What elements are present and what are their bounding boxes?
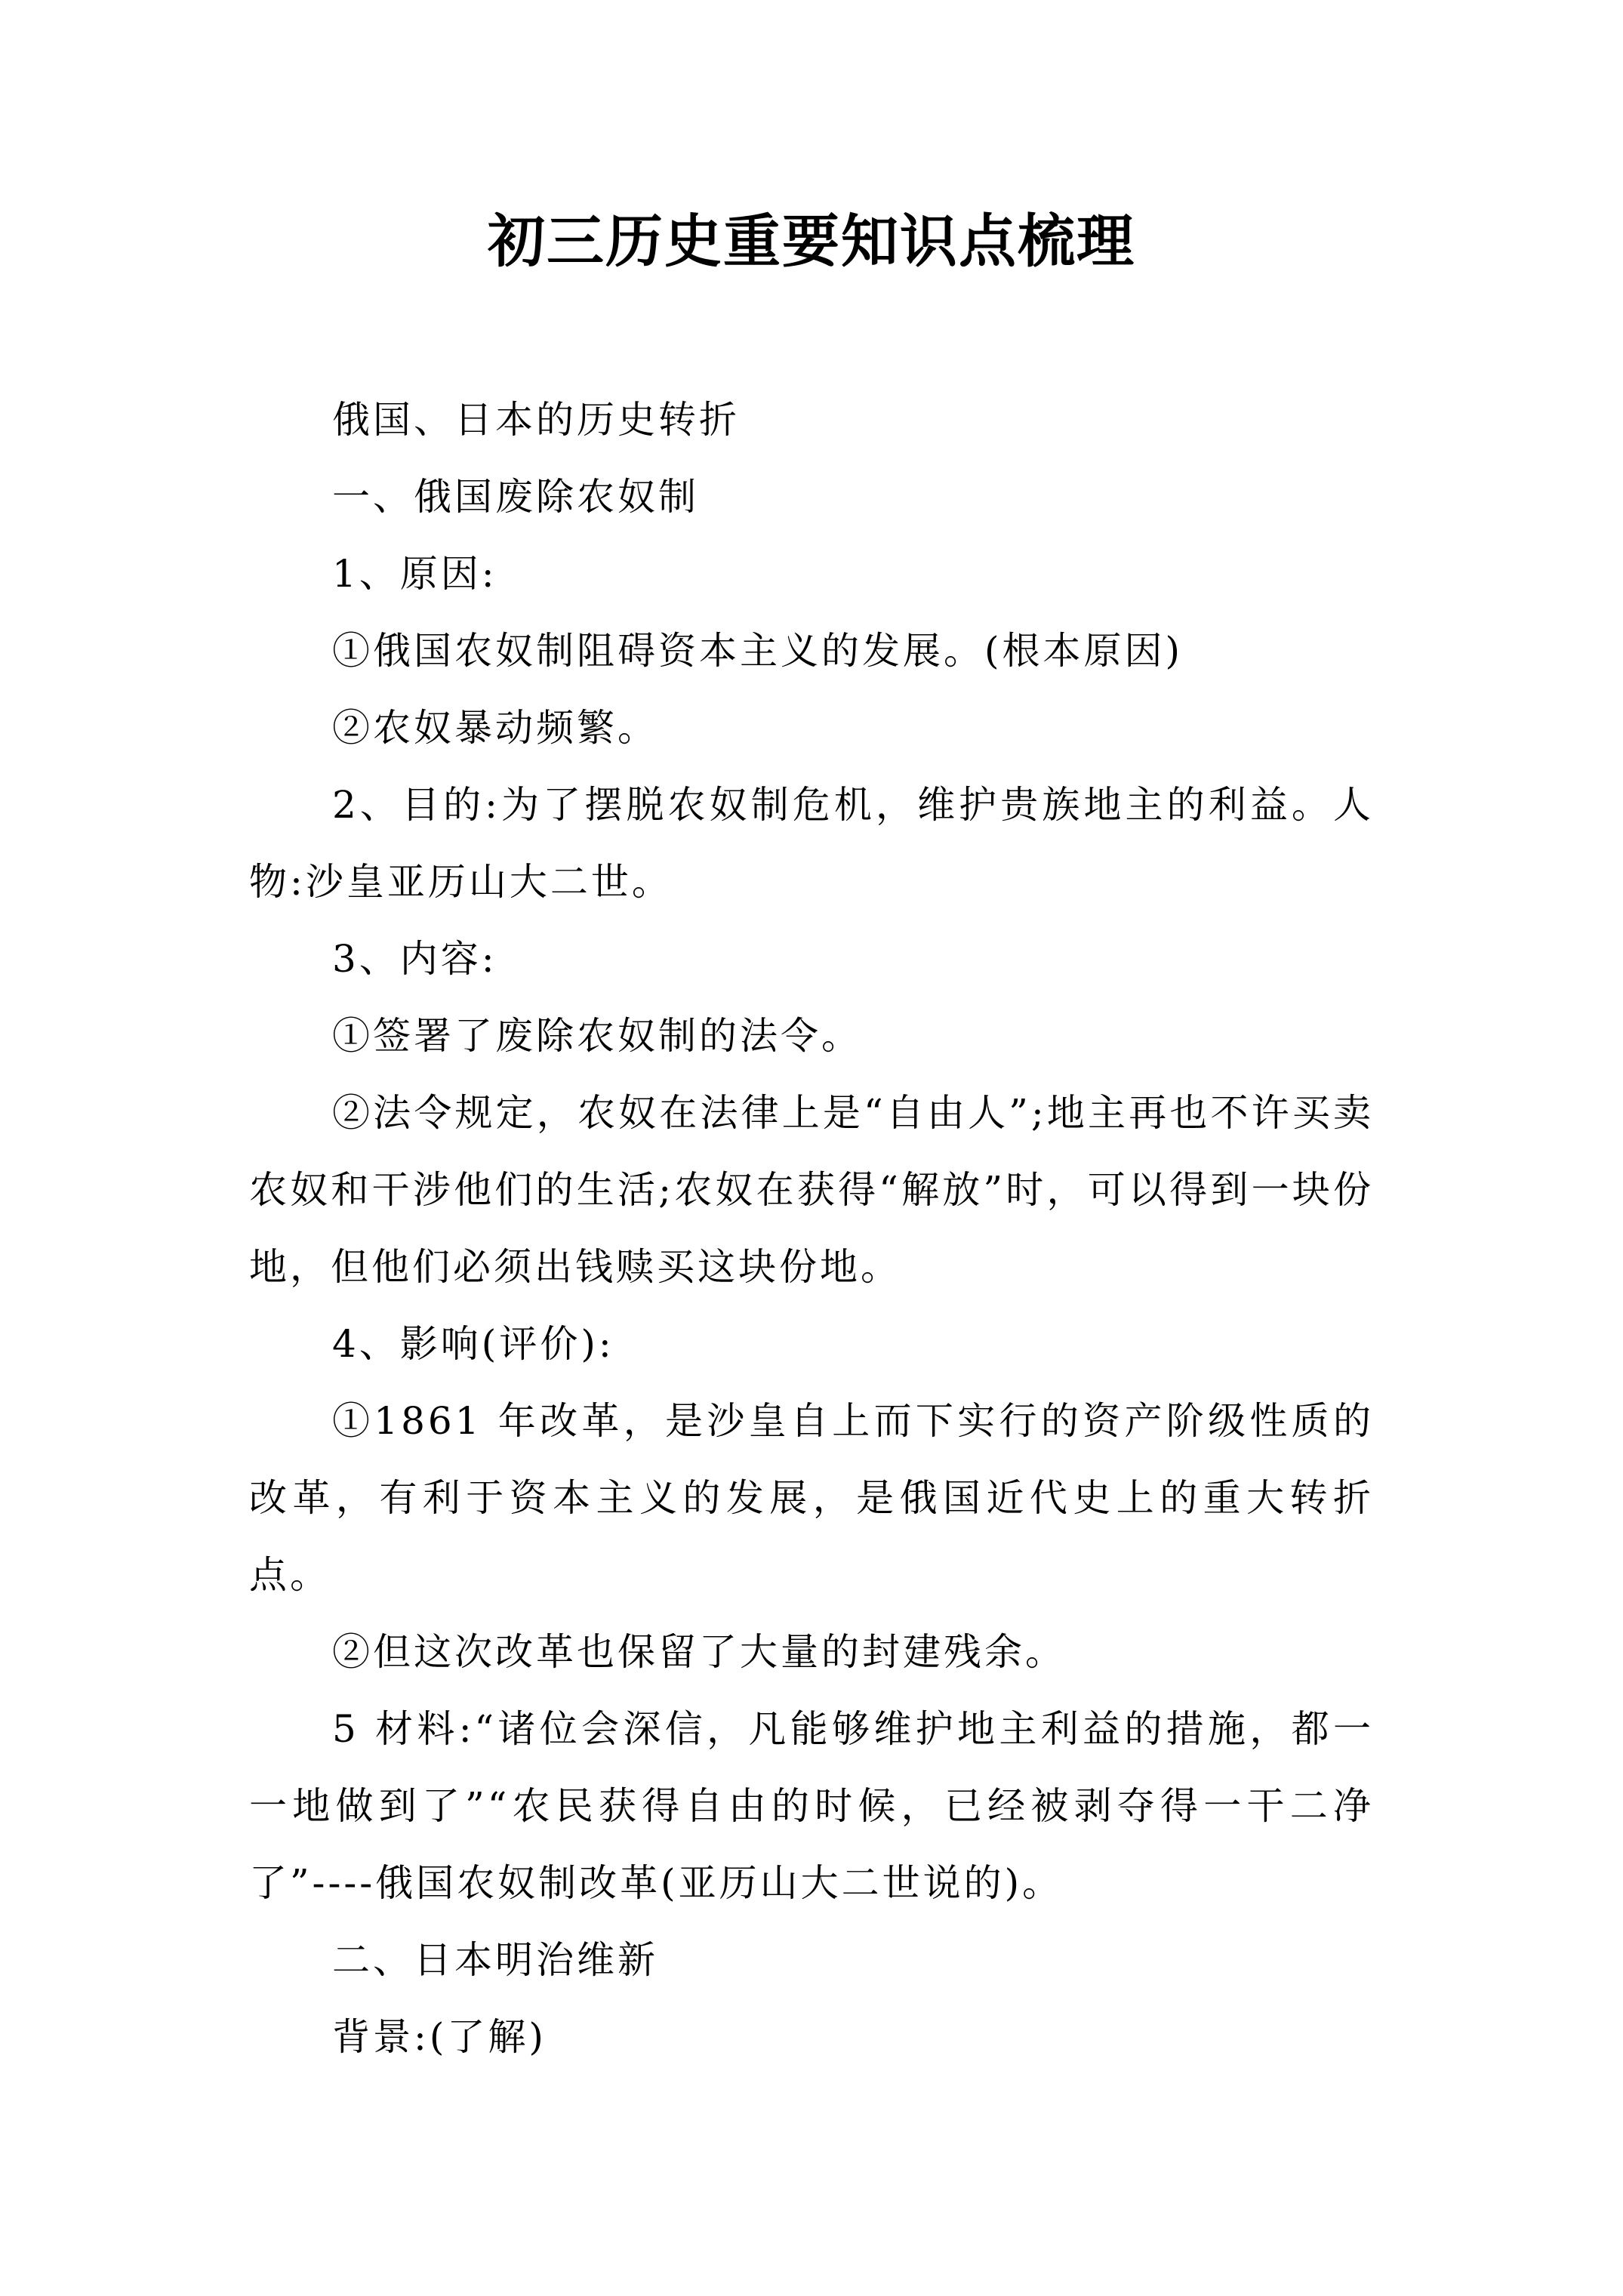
body-paragraph: 4、影响(评价): [332,1322,614,1366]
body-paragraph: ①1861 年改革，是沙皇自上而下实行的资产阶级性质的改革，有利于资本主义的发展，是俄国近代史上的重大转折点。 [249,1399,1374,1597]
body-paragraph: 背景:(了解) [332,2015,547,2059]
document-body [249,381,1374,2076]
body-paragraph: ①俄国农奴制阻碍资本主义的发展。(根本原因) [332,629,1184,673]
body-paragraph: 1、原因: [332,552,497,596]
section-heading: 俄国、日本的历史转折 [332,398,740,442]
body-paragraph: ①签署了废除农奴制的法令。 [332,1014,862,1058]
document-title: 初三历史重要知识点梳理 [488,208,1135,275]
body-paragraph: ②法令规定，农奴在法律上是“自由人”;地主再也不许买卖农奴和干涉他们的生活;农奴在获得“解放”时，可以得到一块份地，但他们必须出钱赎买这块份地。 [249,1091,1374,1289]
subsection-heading: 一、俄国废除农奴制 [332,475,699,519]
body-paragraph: ②农奴暴动频繁。 [332,706,658,750]
body-paragraph: ②但这次改革也保留了大量的封建残余。 [332,1630,1066,1674]
body-paragraph: 3、内容: [332,937,497,981]
subsection-heading: 二、日本明治维新 [332,1938,658,1982]
body-paragraph: 5 材料:“诸位会深信，凡能够维护地主利益的措施，都一一地做到了”“农民获得自由的时候，已经被剥夺得一干二净了”----俄国农奴制改革(亚历山大二世说的)。 [249,1707,1374,1905]
body-paragraph: 2、目的:为了摆脱农奴制危机，维护贵族地主的利益。人物:沙皇亚历山大二世。 [249,783,1374,904]
